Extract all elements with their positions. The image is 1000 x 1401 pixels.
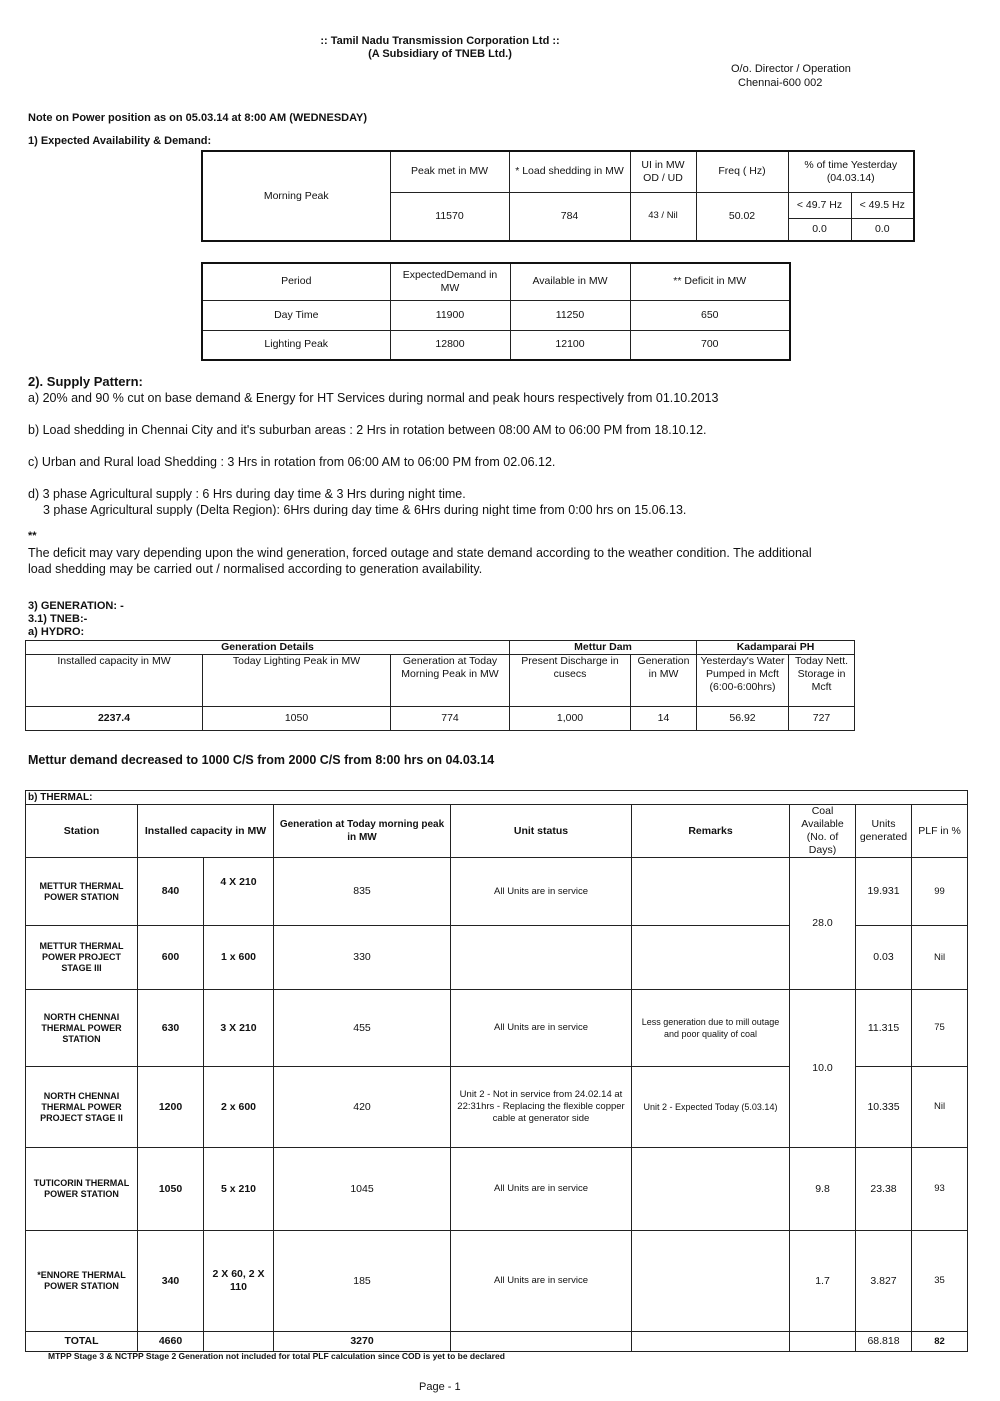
generation-details-header: Generation Details (26, 641, 510, 655)
nett-storage-header: Today Nett. Storage in Mcft (789, 655, 855, 707)
capacity-cell: 340 (138, 1231, 204, 1332)
generation-cell: 330 (274, 926, 451, 990)
office-city: Chennai-600 002 (738, 77, 823, 89)
pct-time-header: % of time Yesterday (04.03.14) (788, 151, 914, 192)
plf-cell: Nil (912, 926, 968, 990)
total-row (26, 1332, 968, 1352)
lighting-peak-header: Today Lighting Peak in MW (203, 655, 391, 707)
supply-item-b: b) Load shedding in Chennai City and it's suburban areas : 2 Hrs in rotation between 08:00 AM to 06:00 PM from 18.10.12. (28, 423, 707, 437)
deficit-note-line-1: The deficit may vary depending upon the wind generation, forced outage and state demand according to the weather condition. The additional (28, 546, 812, 560)
remarks-cell (632, 926, 790, 990)
morning-peak-label: Morning Peak (202, 151, 390, 241)
plf-header: PLF in % (912, 805, 968, 858)
station-header: Station (26, 805, 138, 858)
hydro-morning-value: 774 (391, 707, 510, 731)
load-shedding-value: 784 (509, 192, 630, 241)
hydro-table (25, 640, 855, 731)
plf-cell: Nil (912, 1067, 968, 1148)
station-name: METTUR THERMAL POWER PROJECT STAGE III (26, 926, 138, 990)
hz-497-header: < 49.7 Hz (788, 192, 851, 218)
expected-cell: 12800 (390, 330, 510, 360)
period-cell: Lighting Peak (202, 330, 390, 360)
status-cell: All Units are in service (451, 990, 632, 1067)
units-cell: 0.03 (856, 926, 912, 990)
capacity-cell: 600 (138, 926, 204, 990)
table-row (26, 1231, 968, 1332)
office-name: O/o. Director / Operation (731, 63, 851, 75)
supply-pattern-title: 2). Supply Pattern: (28, 374, 143, 389)
config-cell: 5 x 210 (204, 1148, 274, 1231)
table-row (202, 330, 790, 360)
table-row (202, 300, 790, 330)
unit-status-header: Unit status (451, 805, 632, 858)
status-cell: All Units are in service (451, 858, 632, 926)
supply-item-d: d) 3 phase Agricultural supply : 6 Hrs during day time & 3 Hrs during night time. (28, 487, 466, 501)
config-cell: 2 x 600 (204, 1067, 274, 1148)
morning-peak-table (201, 150, 915, 242)
expected-cell: 11900 (390, 300, 510, 330)
hz-495-value: 0.0 (851, 218, 914, 241)
capacity-cell: 630 (138, 990, 204, 1067)
hydro-installed-value: 2237.4 (26, 707, 203, 731)
remarks-header: Remarks (632, 805, 790, 858)
plf-cell: 35 (912, 1231, 968, 1332)
page-number: Page - 1 (419, 1381, 461, 1393)
peak-met-header: Peak met in MW (390, 151, 509, 192)
station-name: NORTH CHENNAI THERMAL POWER STATION (26, 990, 138, 1067)
table-row (26, 1148, 968, 1231)
supply-item-c: c) Urban and Rural load Shedding : 3 Hrs in rotation from 06:00 AM to 06:00 PM from 02.06.12. (28, 455, 556, 469)
generation-cell: 420 (274, 1067, 451, 1148)
freq-header: Freq ( Hz) (696, 151, 788, 192)
period-cell: Day Time (202, 300, 390, 330)
peak-met-value: 11570 (390, 192, 509, 241)
nett-storage-value: 727 (789, 707, 855, 731)
total-status-empty (451, 1332, 632, 1352)
tneb-title: 3.1) TNEB:- (28, 613, 88, 625)
plf-cell: 75 (912, 990, 968, 1067)
plf-cell: 99 (912, 858, 968, 926)
config-cell: 1 x 600 (204, 926, 274, 990)
coal-header: Coal Available (No. of Days) (790, 805, 856, 858)
units-cell: 11.315 (856, 990, 912, 1067)
hz-497-value: 0.0 (788, 218, 851, 241)
station-name: TUTICORIN THERMAL POWER STATION (26, 1148, 138, 1231)
demand-table (201, 262, 791, 361)
total-capacity: 4660 (138, 1332, 204, 1352)
generation-cell: 1045 (274, 1148, 451, 1231)
thermal-footnote: MTPP Stage 3 & NCTPP Stage 2 Generation not included for total PLF calculation since COD is yet to be declared (48, 1351, 505, 1361)
deficit-header: ** Deficit in MW (630, 263, 790, 300)
generation-title: 3) GENERATION: - (28, 600, 124, 612)
mettur-dam-header: Mettur Dam (510, 641, 697, 655)
supply-item-a: a) 20% and 90 % cut on base demand & Energy for HT Services during normal and peak hours respectively from 01.10.2013 (28, 391, 719, 405)
water-pumped-header: Yesterday's Water Pumped in Mcft (6:00-6:00hrs) (697, 655, 789, 707)
morning-peak-gen-header: Generation at Today Morning Peak in MW (391, 655, 510, 707)
deficit-note-marker: ** (28, 530, 37, 542)
coal-cell: 10.0 (790, 990, 856, 1148)
total-units: 68.818 (856, 1332, 912, 1352)
total-remarks-empty (632, 1332, 790, 1352)
deficit-cell: 700 (630, 330, 790, 360)
period-header: Period (202, 263, 390, 300)
freq-value: 50.02 (696, 192, 788, 241)
water-pumped-value: 56.92 (697, 707, 789, 731)
capacity-cell: 1200 (138, 1067, 204, 1148)
thermal-title: b) THERMAL: (26, 791, 968, 805)
units-cell: 19.931 (856, 858, 912, 926)
remarks-cell (632, 858, 790, 926)
remarks-cell: Unit 2 - Expected Today (5.03.14) (632, 1067, 790, 1148)
installed-capacity-header: Installed capacity in MW (26, 655, 203, 707)
generation-cell: 455 (274, 990, 451, 1067)
org-name: :: Tamil Nadu Transmission Corporation Ltd :: (320, 35, 560, 47)
generation-cell: 835 (274, 858, 451, 926)
available-header: Available in MW (510, 263, 630, 300)
installed-capacity-header: Installed capacity in MW (138, 805, 274, 858)
remarks-cell (632, 1231, 790, 1332)
status-cell: All Units are in service (451, 1231, 632, 1332)
total-generation: 3270 (274, 1332, 451, 1352)
kadamparai-header: Kadamparai PH (697, 641, 855, 655)
total-plf: 82 (912, 1332, 968, 1352)
discharge-value: 1,000 (510, 707, 631, 731)
capacity-cell: 840 (138, 858, 204, 926)
status-cell (451, 926, 632, 990)
deficit-cell: 650 (630, 300, 790, 330)
mettur-generation-header: Generation in MW (631, 655, 697, 707)
units-cell: 23.38 (856, 1148, 912, 1231)
coal-cell: 1.7 (790, 1231, 856, 1332)
capacity-cell: 1050 (138, 1148, 204, 1231)
hz-495-header: < 49.5 Hz (851, 192, 914, 218)
config-cell: 2 X 60, 2 X 110 (204, 1231, 274, 1332)
config-cell: 4 X 210 (204, 858, 274, 926)
load-shedding-header: * Load shedding in MW (509, 151, 630, 192)
table-row (26, 990, 968, 1067)
ui-header: UI in MW OD / UD (630, 151, 696, 192)
units-cell: 3.827 (856, 1231, 912, 1332)
mettur-generation-value: 14 (631, 707, 697, 731)
units-header: Units generated (856, 805, 912, 858)
mettur-demand-note: Mettur demand decreased to 1000 C/S from 2000 C/S from 8:00 hrs on 04.03.14 (28, 753, 495, 767)
supply-item-d-delta: 3 phase Agricultural supply (Delta Region): 6Hrs during day time & 6Hrs during night time from 0:00 hrs on 15.06.13. (43, 503, 687, 516)
hydro-lighting-value: 1050 (203, 707, 391, 731)
total-config-empty (204, 1332, 274, 1352)
total-coal-empty (790, 1332, 856, 1352)
discharge-header: Present Discharge in cusecs (510, 655, 631, 707)
total-label: TOTAL (26, 1332, 138, 1352)
coal-cell: 9.8 (790, 1148, 856, 1231)
expected-demand-header: ExpectedDemand in MW (390, 263, 510, 300)
remarks-cell: Less generation due to mill outage and poor quality of coal (632, 990, 790, 1067)
note-title: Note on Power position as on 05.03.14 at 8:00 AM (WEDNESDAY) (28, 112, 368, 124)
section-1-title: 1) Expected Availability & Demand: (28, 135, 212, 147)
status-cell: All Units are in service (451, 1148, 632, 1231)
plf-cell: 93 (912, 1148, 968, 1231)
table-row (26, 858, 968, 926)
thermal-table (25, 790, 968, 1352)
config-cell: 3 X 210 (204, 990, 274, 1067)
station-name: METTUR THERMAL POWER STATION (26, 858, 138, 926)
station-name: *ENNORE THERMAL POWER STATION (26, 1231, 138, 1332)
ui-value: 43 / Nil (630, 192, 696, 241)
generation-header: Generation at Today morning peak in MW (274, 805, 451, 858)
deficit-note-line-2: load shedding may be carried out / normalised according to generation availability. (28, 562, 483, 576)
coal-cell: 28.0 (790, 858, 856, 990)
generation-cell: 185 (274, 1231, 451, 1332)
status-cell: Unit 2 - Not in service from 24.02.14 at 22:31hrs - Replacing the flexible copper cable at generator side (451, 1067, 632, 1148)
remarks-cell (632, 1148, 790, 1231)
org-subtitle: (A Subsidiary of TNEB Ltd.) (368, 48, 512, 60)
station-name: NORTH CHENNAI THERMAL POWER PROJECT STAGE II (26, 1067, 138, 1148)
available-cell: 12100 (510, 330, 630, 360)
hydro-title: a) HYDRO: (28, 626, 85, 638)
units-cell: 10.335 (856, 1067, 912, 1148)
available-cell: 11250 (510, 300, 630, 330)
